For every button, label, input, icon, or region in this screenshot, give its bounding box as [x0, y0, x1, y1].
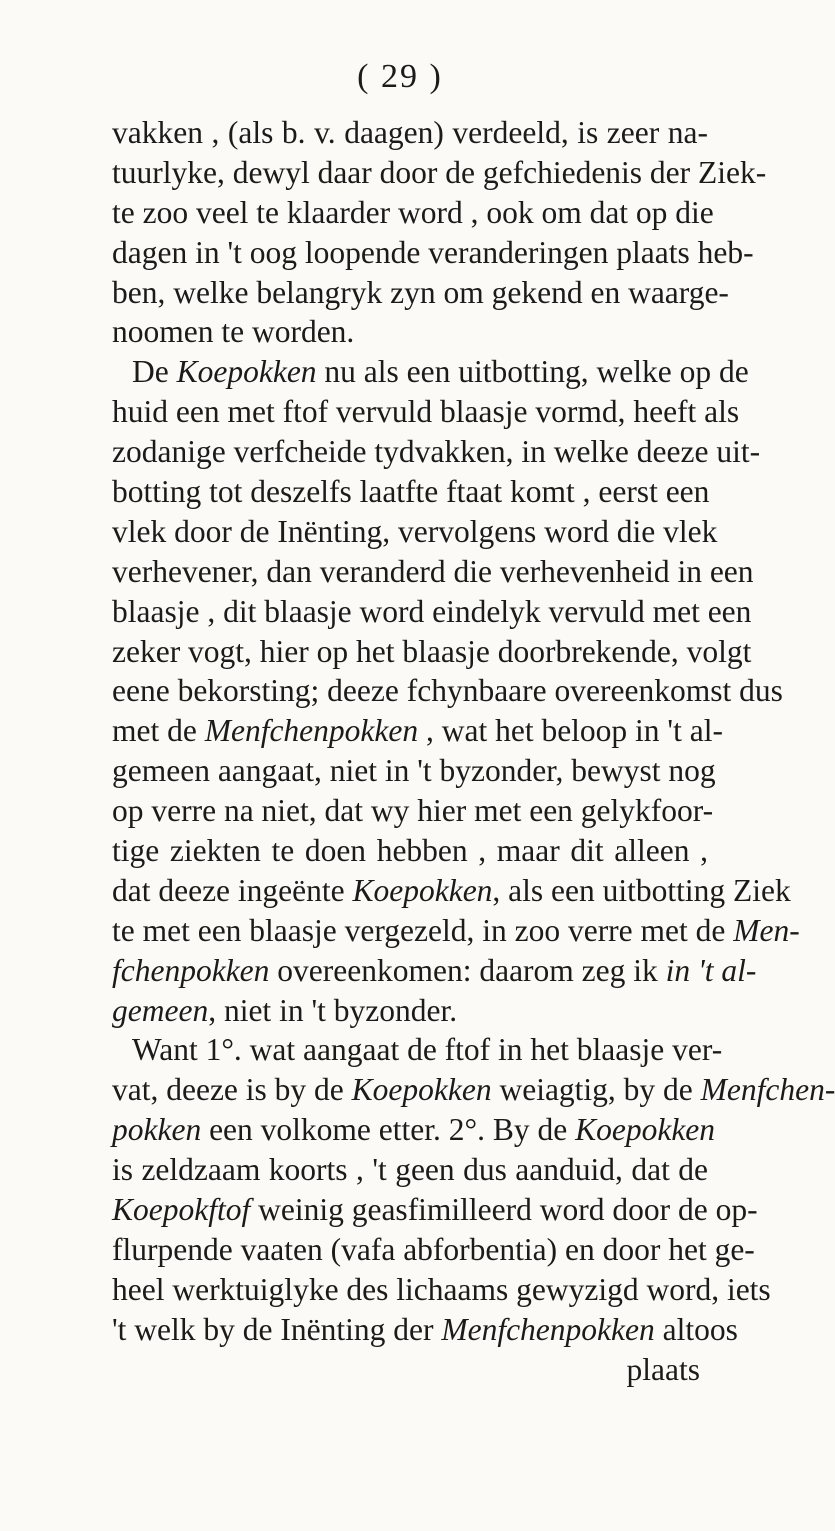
text-line: ben, welke belangryk zyn om gekend en waarge-: [112, 274, 729, 310]
text-line: 't welk by de Inënting der Menfchenpokken altoos: [112, 1311, 738, 1347]
text-line: gemeen, niet in 't byzonder.: [112, 992, 458, 1028]
text-line: huid een met ftof vervuld blaasje vormd, heeft als: [112, 394, 740, 430]
text-line: op verre na niet, dat wy hier met een gelykfoor-: [112, 793, 714, 829]
page-number: ( 29 ): [357, 58, 443, 95]
text-line: zeker vogt, hier op het blaasje doorbrekende, volgt: [112, 633, 752, 669]
text-line: verhevener, dan veranderd die verhevenheid in een: [112, 553, 754, 589]
text-line: te zoo veel te klaarder word , ook om dat op die: [112, 194, 714, 230]
text-line: fchenpokken overeenkomen: daarom zeg ik in 't al-: [112, 952, 757, 988]
text-line: eene bekorsting; deeze fchynbaare overeenkomst dus: [112, 673, 783, 709]
text-line: is zeldzaam koorts , 't geen dus aanduid, dat de: [112, 1152, 708, 1188]
text-line: dagen in 't oog loopende veranderingen plaats heb-: [112, 234, 754, 270]
text-line: met de Menfchenpokken , wat het beloop in 't al-: [112, 713, 723, 749]
text-line: te met een blaasje vergezeld, in zoo verre met de Men-: [112, 912, 800, 948]
text-line: Koepokftof weinig geasfimilleerd word door de op-: [112, 1192, 758, 1228]
text-line: flurpende vaaten (vafa abforbentia) en door het ge-: [112, 1231, 755, 1267]
text-line: noomen te worden.: [112, 314, 355, 350]
text-line: vakken , (als b. v. daagen) verdeeld, is zeer na-: [112, 115, 708, 150]
text-line: gemeen aangaat, niet in 't byzonder, bewyst nog: [112, 753, 716, 789]
text-line: Want 1°. wat aangaat de ftof in het blaasje ver-: [132, 1032, 723, 1068]
text-line: pokken een volkome etter. 2°. By de Koepokken: [112, 1112, 716, 1148]
text-line: tuurlyke, dewyl daar door de gefchiedenis der Ziek-: [112, 154, 767, 190]
text-line: botting tot deszelfs laatfte ftaat komt , eerst een: [112, 474, 710, 510]
text-line: De Koepokken nu als een uitbotting, welke op de: [132, 354, 749, 390]
text-line: zodanige verfcheide tydvakken, in welke deeze uit-: [112, 434, 761, 470]
text-line: vat, deeze is by de Koepokken weiagtig, by de Menfchen-: [112, 1072, 835, 1108]
catchword: plaats: [626, 1351, 700, 1387]
body-text: [112, 113, 835, 1390]
text-line: dat deeze ingeënte Koepokken, als een uitbotting Ziek: [112, 872, 791, 908]
text-line: vlek door de Inënting, vervolgens word die vlek: [112, 513, 718, 549]
text-line: blaasje , dit blaasje word eindelyk vervuld met een: [112, 593, 752, 629]
text-line: tige ziekten te doen hebben , maar dit alleen ,: [112, 833, 708, 869]
text-line: heel werktuiglyke des lichaams gewyzigd word, iets: [112, 1271, 771, 1307]
